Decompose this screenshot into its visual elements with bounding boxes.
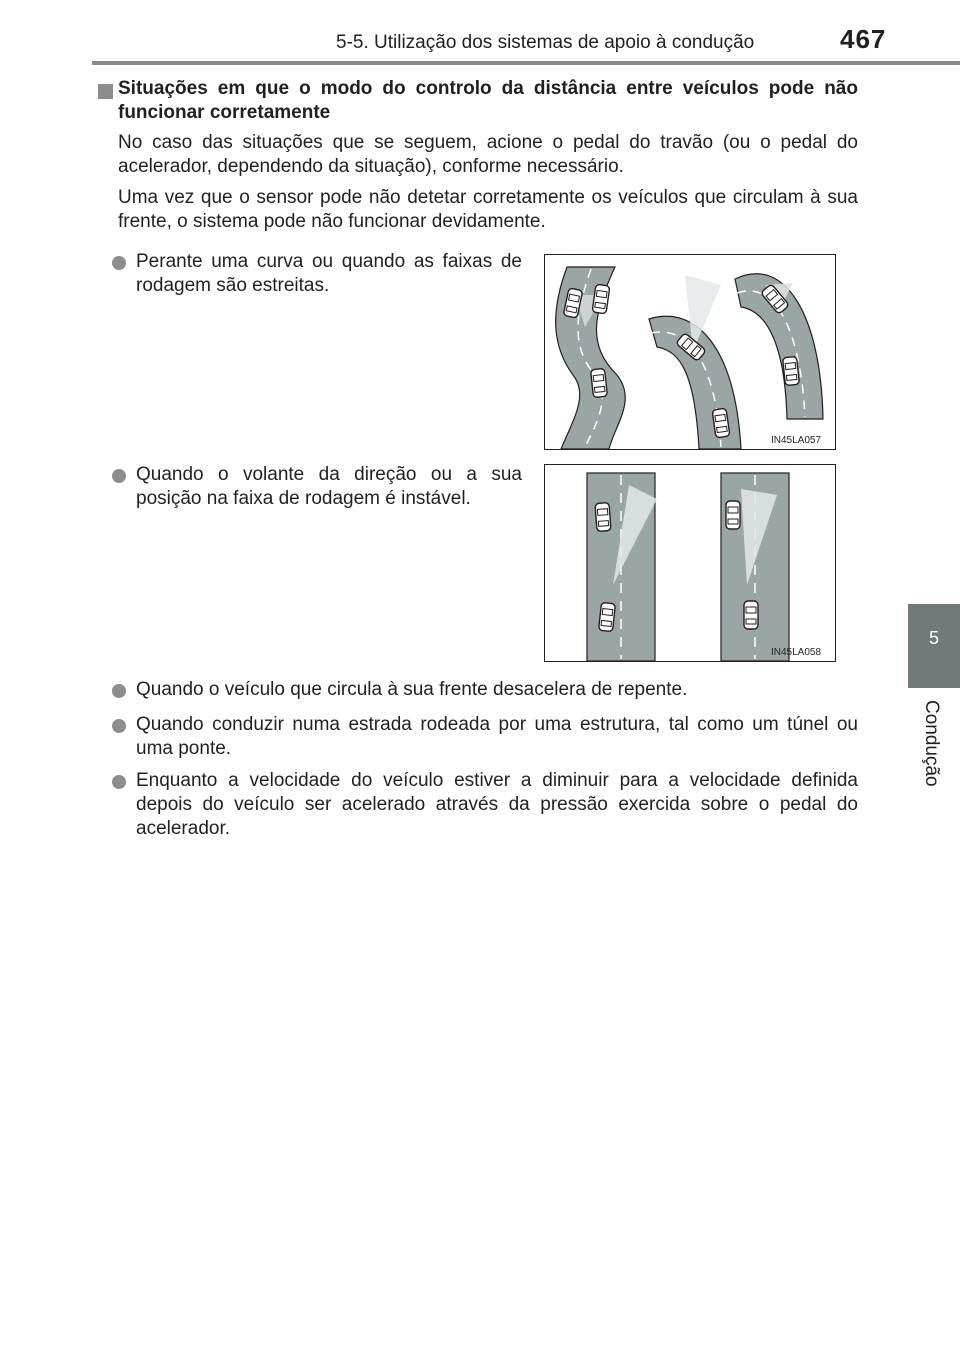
bullet-dot-icon <box>112 684 126 698</box>
intro-paragraph-2: Uma vez que o sensor pode não detetar corretamente os veículos que circulam à sua frente, o sistema pode não funcionar devidamente. <box>118 187 858 232</box>
page-number: 467 <box>840 24 887 54</box>
straight-roads-figure <box>544 464 836 662</box>
bullet-dot-icon <box>112 775 126 789</box>
curved-roads-illustration <box>545 255 835 449</box>
page-header-title: 5-5. Utilização dos sistemas de apoio à condução <box>336 32 755 53</box>
straight-roads-illustration <box>545 465 835 661</box>
bullet-dot-icon <box>112 256 126 270</box>
section-square-icon <box>98 84 113 99</box>
bullet-text: Quando o veículo que circula à sua frente desacelera de repente. <box>136 679 688 700</box>
bullet-dot-icon <box>112 469 126 483</box>
bullet-dot-icon <box>112 719 126 733</box>
chapter-label: Condução <box>921 700 942 787</box>
chapter-tab <box>908 604 960 688</box>
intro-paragraph-1: No caso das situações que se seguem, acione o pedal do travão (ou o pedal do acelerador, dependendo da situação), conforme necessário. <box>118 132 858 177</box>
bullet-text: Perante uma curva ou quando as faixas de rodagem são estreitas. <box>136 251 522 296</box>
curved-roads-figure <box>544 254 836 450</box>
chapter-number: 5 <box>928 628 939 648</box>
figure-code: IN45LA057 <box>771 435 822 446</box>
section-heading: Situações em que o modo do controlo da distância entre veículos pode não funcionar corretamente <box>118 78 858 123</box>
bullet-text: Enquanto a velocidade do veículo estiver a diminuir para a velocidade definida depois do veículo ser acelerado através da pressão exercida sobre o pedal do acelerador. <box>136 770 858 839</box>
bullet-text: Quando o volante da direção ou a sua posição na faixa de rodagem é instável. <box>136 464 522 509</box>
figure-code: IN45LA058 <box>771 647 822 658</box>
bullet-text: Quando conduzir numa estrada rodeada por uma estrutura, tal como um túnel ou uma ponte. <box>136 714 858 759</box>
header-divider <box>92 61 960 65</box>
